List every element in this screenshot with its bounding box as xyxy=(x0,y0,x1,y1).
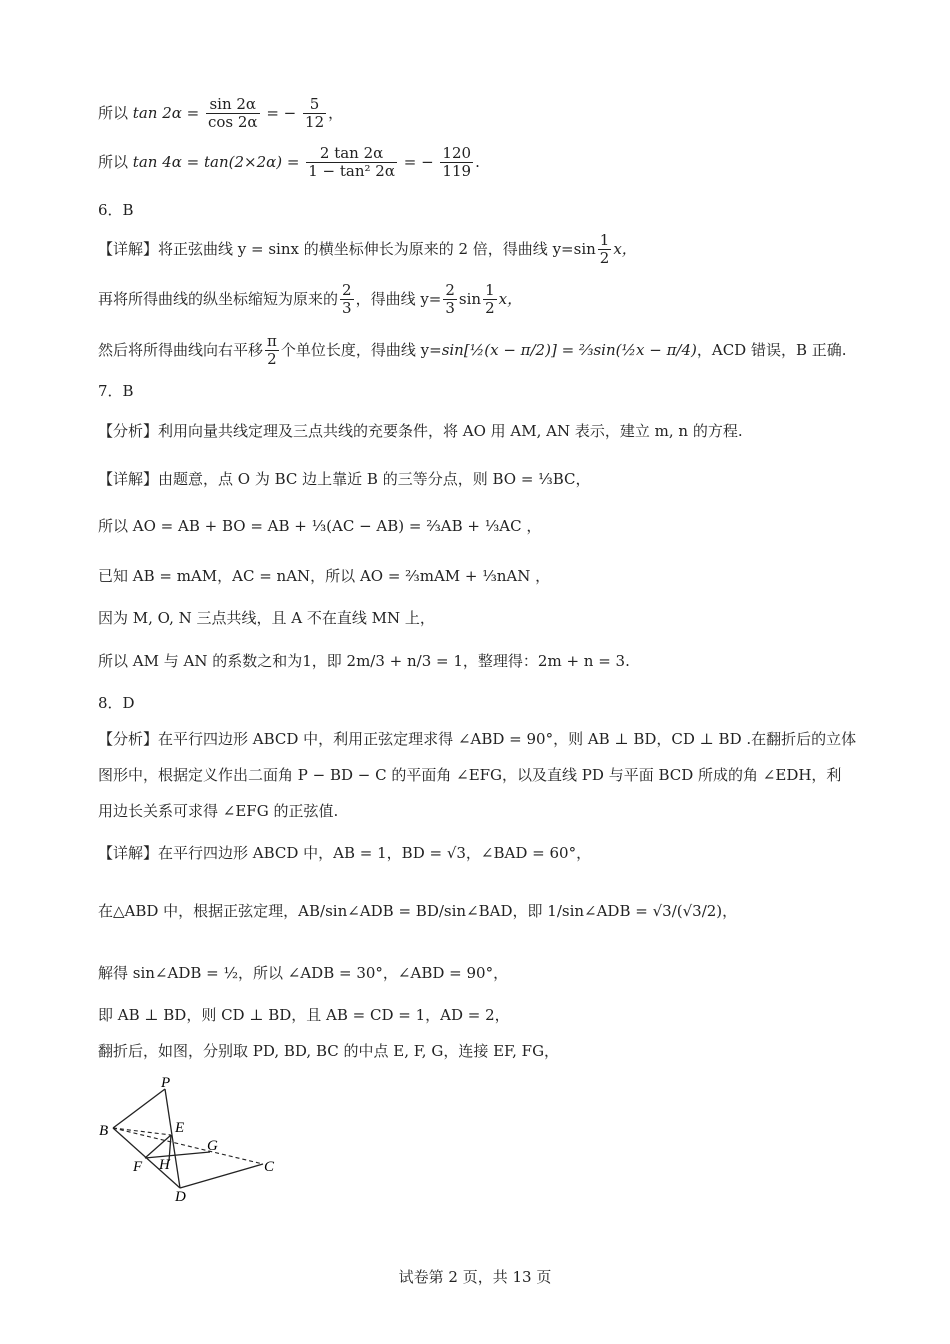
detail-7e: 所以 AM 与 AN 的系数之和为1，即 2m/3 + n/3 = 1，整理得：2m + n = 3. xyxy=(98,652,630,670)
prefix: 所以 xyxy=(98,103,129,122)
edge-EF xyxy=(145,1135,171,1158)
detail-7b: 所以 AO = AB + BO = AB + ⅓(AC − AB) = ⅔AB + ⅓AC ， xyxy=(98,517,542,535)
lhs: tan 2α xyxy=(132,103,182,122)
fraction: $\frac{1}{2}$ xyxy=(485,281,495,318)
analysis-7: 【分析】利用向量共线定理及三点共线的充要条件，将 AO 用 AM, AN 表示，建立 m, n 的方程. xyxy=(98,422,743,440)
answer-7: 7．B xyxy=(98,382,134,400)
lhs: tan 4α = tan(2×2α) = xyxy=(132,152,300,171)
answer-6: 6．B xyxy=(98,201,134,219)
page-footer: 试卷第 2 页，共 13 页 xyxy=(398,1268,552,1286)
label-E: E xyxy=(175,1120,185,1136)
detail-8a: 【详解】在平行四边形 ABCD 中，AB = 1，BD = √3，∠BAD = 60°， xyxy=(98,844,592,862)
detail-8e: 翻折后，如图，分别取 PD, BD, BC 的中点 E, F, G，连接 EF, FG， xyxy=(98,1042,560,1060)
fraction: $\frac{1}{2}$ xyxy=(599,231,610,268)
answer-8: 8．D xyxy=(98,694,135,712)
eq: = − xyxy=(403,152,434,171)
fraction: $\frac{\pi}{2}$ xyxy=(267,332,277,369)
fraction: $\frac{2 \tan 2\alpha}{\text{1 − tan² 2α}}$ xyxy=(308,144,395,181)
label-G: G xyxy=(207,1138,218,1154)
detail-8c: 解得 sin∠ADB = ½，所以 ∠ADB = 30°，∠ABD = 90°， xyxy=(98,964,509,982)
label-P: P xyxy=(161,1075,171,1091)
analysis-8c: 用边长关系可求得 ∠EFG 的正弦值. xyxy=(98,802,339,820)
detail-7d: 因为 M, O, N 三点共线，且 A 不在直线 MN 上， xyxy=(98,609,435,627)
detail-6a: 【详解】将正弦曲线 y = sinx 的横坐标伸长为原来的 2 倍，得曲线 y=sin $\frac{1}{2}$ x， xyxy=(98,231,637,268)
analysis-8b: 图形中，根据定义作出二面角 P − BD − C 的平面角 ∠EFG，以及直线 PD 与平面 BCD 所成的角 ∠EDH，利 xyxy=(98,766,842,784)
geometry-figure xyxy=(95,1075,295,1205)
fraction: $\frac{120}{119}$ xyxy=(442,144,472,181)
prefix: 所以 xyxy=(98,152,129,171)
detail-8b: 在△ABD 中，根据正弦定理，AB/sin∠ADB = BD/sin∠BAD，即 1/sin∠ADB = √3/(√3/2)， xyxy=(98,902,738,920)
detail-6c: 然后将所得曲线向右平移 $\frac{\pi}{2}$ 个单位长度，得曲线 y=sin[½(x − π/2)] = ⅔sin(½x − π/4)，ACD 错误，B 正确. xyxy=(98,332,847,369)
detail-6b: 再将所得曲线的纵坐标缩短为原来的 $\frac{2}{3}$ ，得曲线 y= $\frac{2}{3}$ sin $\frac{1}{2}$ x， xyxy=(98,281,523,318)
edge-BE-dashed xyxy=(113,1128,171,1135)
detail-7c: 已知 AB = mAM，AC = nAN，所以 AO = ⅔mAM + ⅓nAN ， xyxy=(98,567,551,585)
detail-8d: 即 AB ⊥ BD，则 CD ⊥ BD，且 AB = CD = 1，AD = 2， xyxy=(98,1006,510,1024)
edge-PB xyxy=(113,1089,165,1128)
fraction: $\frac{\sin 2\alpha}{\cos 2\alpha}$ xyxy=(207,95,258,132)
label-C: C xyxy=(264,1159,275,1175)
fraction: $\frac{2}{3}$ xyxy=(445,281,455,318)
label-H: H xyxy=(159,1157,170,1173)
line-tan2a: 所以 tan 2α = $\frac{\sin 2\alpha}{\cos 2\alpha}$ = − $\frac{5}{12}$ ， xyxy=(98,95,344,132)
analysis-8a: 【分析】在平行四边形 ABCD 中，利用正弦定理求得 ∠ABD = 90°，则 AB ⊥ BD，CD ⊥ BD .在翻折后的立体 xyxy=(98,730,857,748)
edge-FG xyxy=(145,1152,210,1158)
fraction: $\frac{5}{12}$ xyxy=(305,95,325,132)
eq: = − xyxy=(266,103,297,122)
line-tan4a: 所以 tan 4α = tan(2×2α) = $\frac{2 \tan 2\alpha}{\text{1 − tan² 2α}}$ = − $\frac{120}{119}$ . xyxy=(98,144,480,181)
edge-DC xyxy=(180,1164,263,1188)
label-B: B xyxy=(99,1123,109,1139)
label-D: D xyxy=(175,1189,186,1205)
label-F: F xyxy=(133,1159,143,1175)
detail-7a: 【详解】由题意，点 O 为 BC 边上靠近 B 的三等分点，则 BO = ⅓BC， xyxy=(98,470,591,488)
fraction: $\frac{2}{3}$ xyxy=(342,281,352,318)
